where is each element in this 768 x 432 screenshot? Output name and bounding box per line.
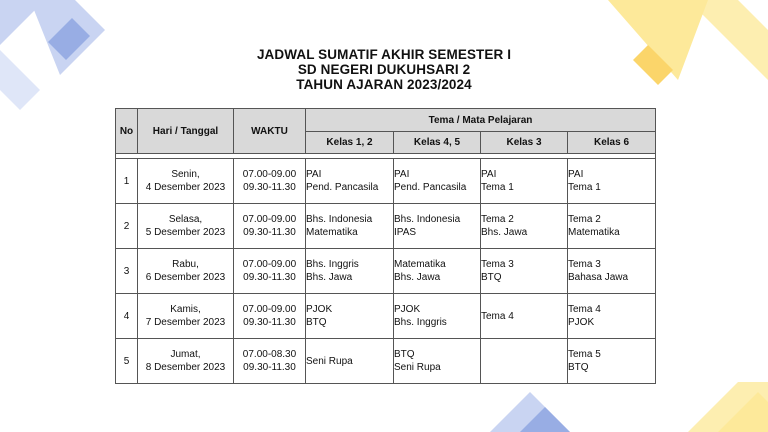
cell-kelas-1-2: Seni Rupa [306,339,394,384]
table-row [116,249,656,294]
cell-kelas-3: Tema 3 BTQ [481,249,568,294]
cell-kelas-3 [481,339,568,384]
cell-kelas-1-2: PAI Pend. Pancasila [306,159,394,204]
title-line-3: TAHUN AJARAN 2023/2024 [296,77,472,92]
cell-hari-tanggal: Senin, 4 Desember 2023 [138,159,234,204]
header-kelas-6: Kelas 6 [568,132,656,154]
cell-kelas-6: Tema 4 PJOK [568,294,656,339]
cell-waktu: 07.00-09.00 09.30-11.30 [234,204,306,249]
header-kelas-1-2: Kelas 1, 2 [306,132,394,154]
cell-kelas-6: Tema 5 BTQ [568,339,656,384]
cell-no: 4 [116,294,138,339]
header-kelas-3: Kelas 3 [481,132,568,154]
cell-kelas-1-2: PJOK BTQ [306,294,394,339]
title-line-1: JADWAL SUMATIF AKHIR SEMESTER I [256,47,512,62]
cell-kelas-6: PAI Tema 1 [568,159,656,204]
cell-no: 5 [116,339,138,384]
cell-waktu: 07.00-09.00 09.30-11.30 [234,294,306,339]
cell-hari-tanggal: Selasa, 5 Desember 2023 [138,204,234,249]
cell-waktu: 07.00-08.30 09.30-11.30 [234,339,306,384]
table-row [116,294,656,339]
decor-bottom-center [480,390,590,432]
cell-kelas-4-5: BTQ Seni Rupa [394,339,481,384]
schedule-table [115,108,656,384]
header-no: No [116,109,138,154]
cell-kelas-3: Tema 2 Bhs. Jawa [481,204,568,249]
cell-no: 3 [116,249,138,294]
cell-kelas-4-5: Bhs. Indonesia IPAS [394,204,481,249]
cell-waktu: 07.00-09.00 09.30-11.30 [234,249,306,294]
header-kelas-4-5: Kelas 4, 5 [394,132,481,154]
cell-kelas-3: PAI Tema 1 [481,159,568,204]
header-tema-mapel: Tema / Mata Pelajaran [306,109,656,132]
cell-kelas-6: Tema 2 Matematika [568,204,656,249]
cell-kelas-4-5: PJOK Bhs. Inggris [394,294,481,339]
cell-hari-tanggal: Kamis, 7 Desember 2023 [138,294,234,339]
cell-kelas-4-5: Matematika Bhs. Jawa [394,249,481,294]
cell-no: 1 [116,159,138,204]
cell-kelas-6: Tema 3 Bahasa Jawa [568,249,656,294]
header-waktu: WAKTU [234,109,306,154]
table-row [116,159,656,204]
header-hari-tanggal: Hari / Tanggal [138,109,234,154]
title-line-2: SD NEGERI DUKUHSARI 2 [297,62,471,77]
document-title [0,47,768,92]
cell-kelas-1-2: Bhs. Inggris Bhs. Jawa [306,249,394,294]
cell-kelas-1-2: Bhs. Indonesia Matematika [306,204,394,249]
cell-kelas-3: Tema 4 [481,294,568,339]
cell-no: 2 [116,204,138,249]
cell-waktu: 07.00-09.00 09.30-11.30 [234,159,306,204]
decor-bottom-right [648,382,768,432]
cell-hari-tanggal: Jumat, 8 Desember 2023 [138,339,234,384]
table-row [116,204,656,249]
cell-hari-tanggal: Rabu, 6 Desember 2023 [138,249,234,294]
cell-kelas-4-5: PAI Pend. Pancasila [394,159,481,204]
table-row [116,339,656,384]
